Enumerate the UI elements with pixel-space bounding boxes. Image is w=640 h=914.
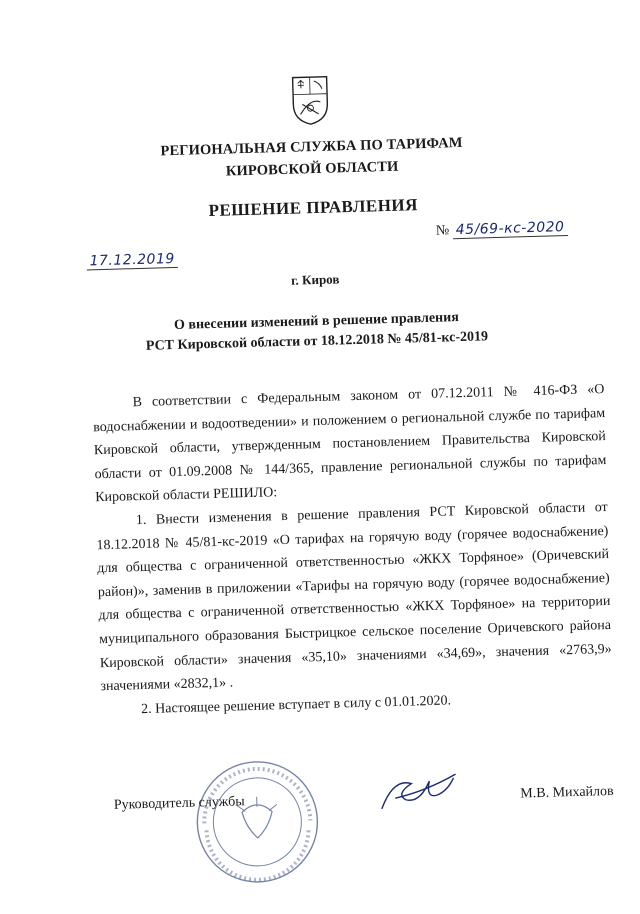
signature-row — [114, 784, 614, 798]
body-preamble: В соответствии с Федеральным законом от 07.12.2011 № 416-ФЗ «О водоснабжении и водоотведении» и положением о региональной службе по тарифам Кировской области, утвержденным постановлением Правительства Кировской области от 01.09.2008 № 144/365, правление региональной службы по тарифам Кировской области РЕШИЛО: — [92, 378, 607, 510]
document-title: РЕШЕНИЕ ПРАВЛЕНИЯ — [143, 193, 483, 222]
document-date-block — [86, 250, 178, 271]
body-item-2: 2. Настоящее решение вступает в силу с 01.01.2020. — [101, 685, 613, 723]
subject-line-1: О внесении изменений в решение правления — [116, 306, 516, 337]
document-city: г. Киров — [225, 270, 405, 291]
organization-line-2: КИРОВСКОЙ ОБЛАСТИ — [142, 153, 482, 184]
document-number: 45/69-кс-2020 — [453, 219, 568, 239]
body-item-1: 1. Внести изменения в решение правления РСТ Кировской области от 18.12.2018 № 45/81-кс-2019 «О тарифах на горячую воду (горячее водоснабжение) для общества с ограниченной ответственностью «ЖКХ Торфяное» (Оричевский район)», заменив в приложении «Тарифы на горячую воду (горячее водоснабжение) для общества с ограниченной ответственностью «ЖКХ Торфяное» на территории муниципального образования Быстрицкое сельское поселение Оричевского района Кировской области» значения «35,10» значениями «34,69», значения «2763,9» значениями «2832,1» . — [96, 496, 613, 699]
official-stamp-icon — [191, 755, 325, 889]
organization-name — [141, 131, 482, 184]
document-date: 17.12.2019 — [86, 251, 178, 271]
document-body — [92, 378, 613, 722]
signatory-name: М.В. Михайлов — [520, 784, 614, 803]
signatory-role: Руководитель службы — [114, 794, 245, 814]
subject-line-2: РСТ Кировской области от 18.12.2018 № 45/81-кс-2019 — [117, 326, 517, 357]
document-number-block — [436, 219, 568, 240]
coat-of-arms-icon — [290, 74, 331, 127]
organization-line-1: РЕГИОНАЛЬНАЯ СЛУЖБА ПО ТАРИФАМ — [141, 131, 481, 162]
number-prefix: № — [436, 223, 450, 238]
document-subject — [116, 306, 517, 357]
handwritten-signature-icon — [375, 766, 472, 815]
